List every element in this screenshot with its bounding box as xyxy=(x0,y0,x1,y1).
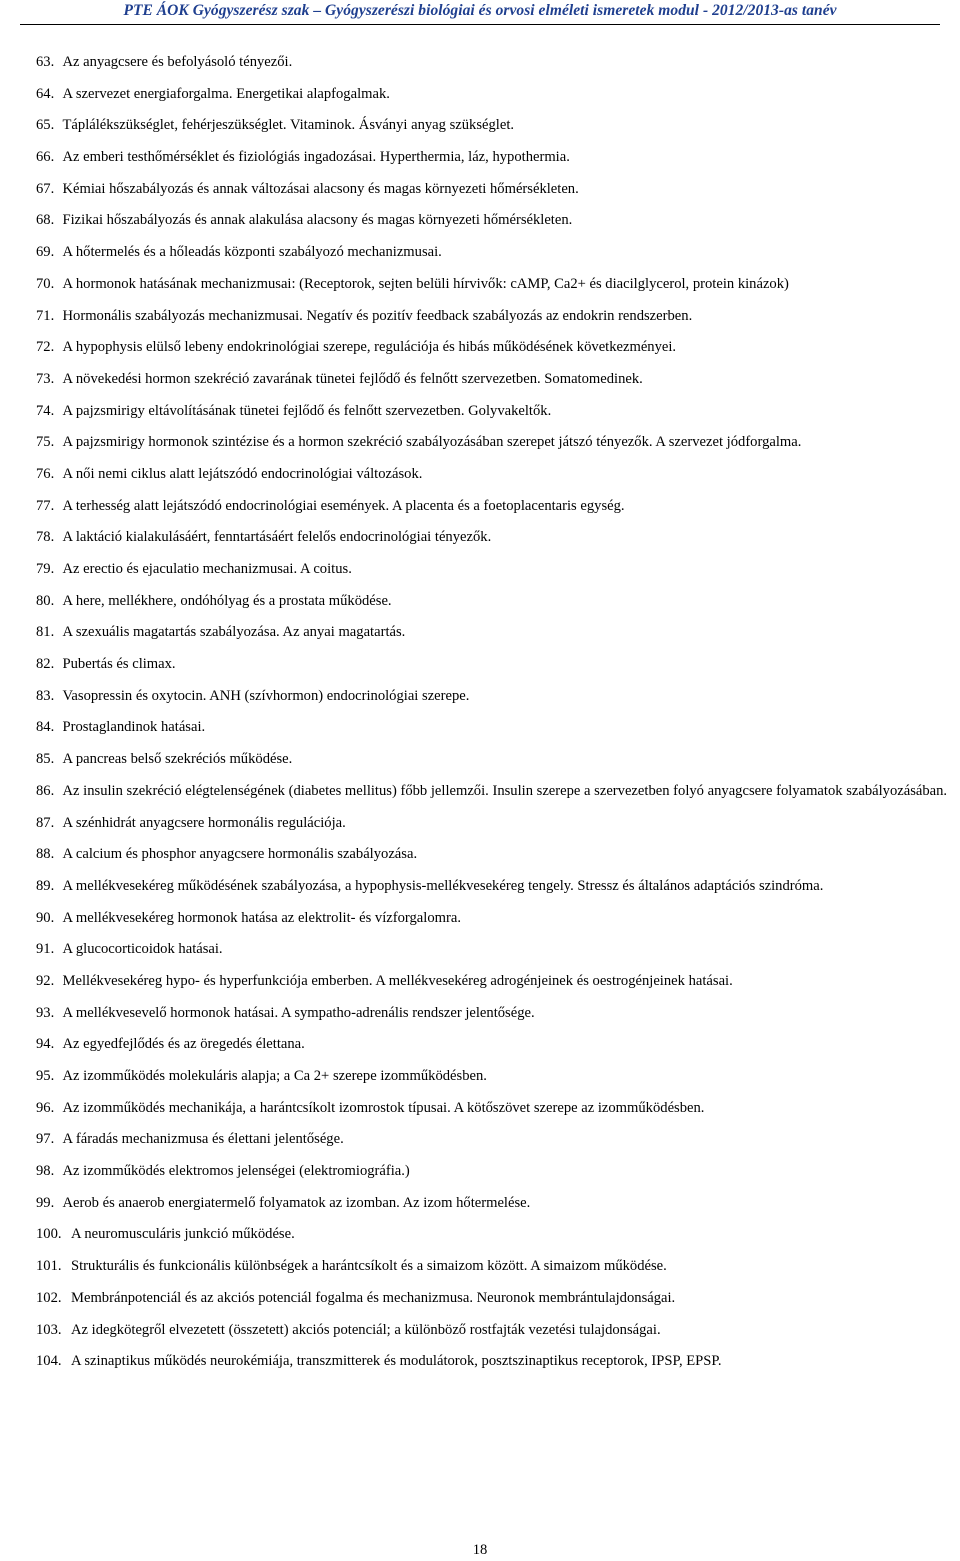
item-text: Pubertás és climax. xyxy=(62,656,176,673)
list-item xyxy=(36,686,958,706)
item-text: Az izomműködés molekuláris alapja; a Ca 2+ szerepe izomműködésben. xyxy=(62,1068,487,1084)
item-text: Az insulin szekréció elégtelenségének (diabetes mellitus) főbb jellemzői. Insulin szerepe a szervezetben folyó anyagcsere folyamatok szabályozásában. xyxy=(62,782,948,799)
list-item xyxy=(36,274,958,294)
item-text: Az erectio és ejaculatio mechanizmusai. A coitus. xyxy=(62,561,352,577)
item-number: 90. xyxy=(36,909,55,926)
item-number: 94. xyxy=(36,1036,55,1053)
item-text: A mellékvesekéreg működésének szabályozása, a hypophysis-mellékvesekéreg tengely. Stressz és általános adaptációs szindróma. xyxy=(62,877,824,894)
list-item xyxy=(36,337,958,357)
item-text: A neuromusculáris junkció működése. xyxy=(71,1226,295,1243)
item-number: 101. xyxy=(36,1258,62,1275)
item-text: Az emberi testhőmérséklet és fiziológiás ingadozásai. Hyperthermia, láz, hypothermia. xyxy=(62,149,570,166)
item-text: Fizikai hőszabályozás és annak alakulása alacsony és magas környezeti hőmérsékleten. xyxy=(62,212,573,229)
item-text: A pajzsmirigy hormonok szintézise és a hormon szekréció szabályozásában szerepet játszó tényezők. A szervezet jódforgalma. xyxy=(62,434,802,451)
list-item xyxy=(36,527,958,547)
item-number: 98. xyxy=(36,1163,55,1180)
item-number: 95. xyxy=(36,1068,55,1084)
item-text: A pancreas belső szekréciós működése. xyxy=(62,751,293,768)
page-number: 18 xyxy=(472,1542,488,1558)
list-item xyxy=(36,306,958,326)
header-rule xyxy=(20,24,940,25)
item-text: A here, mellékhere, ondóhólyag és a prostata működése. xyxy=(62,592,392,609)
list-item xyxy=(36,115,958,135)
item-text: A női nemi ciklus alatt lejátszódó endocrinológiai változások. xyxy=(62,465,423,482)
item-text: Táplálékszükséglet, fehérjeszükséglet. Vitaminok. Ásványi anyag szükséglet. xyxy=(62,117,515,134)
item-number: 66. xyxy=(36,149,55,166)
list-item xyxy=(36,147,958,167)
item-number: 76. xyxy=(36,465,55,482)
item-text: A mellékvesevelő hormonok hatásai. A sympatho-adrenális rendszer jelentősége. xyxy=(62,1004,535,1021)
list-item xyxy=(36,1066,958,1086)
item-text: Aerob és anaerob energiatermelő folyamatok az izomban. Az izom hőtermelése. xyxy=(62,1194,531,1211)
list-item xyxy=(36,1256,958,1276)
topic-list xyxy=(36,52,958,1383)
item-number: 92. xyxy=(36,972,55,989)
item-number: 64. xyxy=(36,85,55,102)
item-number: 100. xyxy=(36,1226,62,1243)
list-item xyxy=(36,844,958,864)
item-text: A hormonok hatásának mechanizmusai: (Receptorok, sejten belüli hírvivők: cAMP, Ca2+ és diacilglycerol, protein kinázok) xyxy=(62,275,789,292)
item-number: 91. xyxy=(36,941,55,958)
list-item xyxy=(36,591,958,611)
item-text: A fáradás mechanizmusa és élettani jelentősége. xyxy=(62,1131,344,1148)
list-item xyxy=(36,749,958,769)
item-text: A szinaptikus működés neurokémiája, transzmitterek és modulátorok, posztszinaptikus receptorok, IPSP, EPSP. xyxy=(71,1353,722,1370)
item-number: 99. xyxy=(36,1194,55,1211)
item-text: A szervezet energiaforgalma. Energetikai alapfogalmak. xyxy=(62,85,390,102)
item-text: A calcium és phosphor anyagcsere hormonális szabályozása. xyxy=(62,846,418,863)
item-text: A hőtermelés és a hőleadás központi szabályozó mechanizmusai. xyxy=(62,244,442,261)
list-item xyxy=(36,1129,958,1149)
item-number: 74. xyxy=(36,402,55,419)
item-number: 81. xyxy=(36,624,55,641)
list-item xyxy=(36,242,958,262)
item-text: Az idegkötegről elvezetett (összetett) akciós potenciál; a különböző rostfajták vezetési tulajdonságai. xyxy=(71,1321,661,1338)
item-text: Membránpotenciál és az akciós potenciál fogalma és mechanizmusa. Neuronok membrántulajdonságai. xyxy=(71,1289,676,1306)
list-item xyxy=(36,971,958,991)
list-item xyxy=(36,401,958,421)
list-item xyxy=(36,939,958,959)
item-text: Kémiai hőszabályozás és annak változásai alacsony és magas környezeti hőmérsékleten. xyxy=(62,180,579,197)
list-item xyxy=(36,1288,958,1308)
item-number: 69. xyxy=(36,244,55,261)
item-number: 68. xyxy=(36,212,55,229)
item-text: A laktáció kialakulásáért, fenntartásáért felelős endocrinológiai tényezők. xyxy=(62,529,492,546)
item-text: Strukturális és funkcionális különbségek a harántcsíkolt és a simaizom között. A simaizom működése. xyxy=(71,1258,667,1275)
item-number: 86. xyxy=(36,782,55,799)
item-number: 72. xyxy=(36,339,55,356)
item-number: 84. xyxy=(36,719,55,736)
item-text: Prostaglandinok hatásai. xyxy=(62,719,206,736)
item-number: 67. xyxy=(36,180,55,197)
item-number: 70. xyxy=(36,275,55,292)
item-number: 93. xyxy=(36,1004,55,1021)
item-text: Az anyagcsere és befolyásoló tényezői. xyxy=(62,54,293,70)
item-number: 73. xyxy=(36,370,55,387)
item-number: 88. xyxy=(36,846,55,863)
list-item xyxy=(36,717,958,737)
item-number: 83. xyxy=(36,687,55,704)
list-item xyxy=(36,1224,958,1244)
item-number: 63. xyxy=(36,54,55,70)
item-text: A terhesség alatt lejátszódó endocrinológiai események. A placenta és a foetoplacentaris egység. xyxy=(62,497,625,514)
list-item xyxy=(36,1003,958,1023)
document-header: PTE ÁOK Gyógyszerész szak – Gyógyszerészi biológiai és orvosi elméleti ismeretek modul - 2012/2013-as tanév xyxy=(123,2,837,19)
list-item xyxy=(36,432,958,452)
item-number: 103. xyxy=(36,1321,62,1338)
list-item xyxy=(36,1098,958,1118)
item-number: 102. xyxy=(36,1289,62,1306)
list-item xyxy=(36,654,958,674)
list-item xyxy=(36,813,958,833)
list-item xyxy=(36,876,958,896)
item-text: A hypophysis elülső lebeny endokrinológiai szerepe, regulációja és hibás működésének következményei. xyxy=(62,339,677,356)
list-item xyxy=(36,369,958,389)
item-number: 89. xyxy=(36,877,55,894)
item-number: 75. xyxy=(36,434,55,451)
item-text: A mellékvesekéreg hormonok hatása az elektrolit- és vízforgalomra. xyxy=(62,909,461,926)
list-item xyxy=(36,179,958,199)
item-text: Hormonális szabályozás mechanizmusai. Negatív és pozitív feedback szabályozás az endokrin rendszerben. xyxy=(62,307,693,324)
list-item xyxy=(36,1034,958,1054)
item-number: 97. xyxy=(36,1131,55,1148)
list-item xyxy=(36,84,958,104)
list-item xyxy=(36,908,958,928)
item-number: 96. xyxy=(36,1099,55,1116)
item-number: 65. xyxy=(36,117,55,134)
list-item xyxy=(36,52,958,72)
item-text: Mellékvesekéreg hypo- és hyperfunkciója emberben. A mellékvesekéreg adrogénjeinek és oestrogénjeinek hatásai. xyxy=(62,972,733,989)
item-number: 78. xyxy=(36,529,55,546)
item-number: 77. xyxy=(36,497,55,514)
list-item xyxy=(36,1320,958,1340)
item-text: Vasopressin és oxytocin. ANH (szívhormon) endocrinológiai szerepe. xyxy=(62,687,470,704)
list-item xyxy=(36,496,958,516)
item-number: 104. xyxy=(36,1353,62,1370)
item-number: 71. xyxy=(36,307,55,324)
list-item xyxy=(36,781,958,801)
list-item xyxy=(36,1351,958,1371)
list-item xyxy=(36,464,958,484)
item-text: A glucocorticoidok hatásai. xyxy=(62,941,223,958)
list-item xyxy=(36,559,958,579)
item-text: Az izomműködés mechanikája, a harántcsíkolt izomrostok típusai. A kötőszövet szerepe az izomműködésben. xyxy=(62,1099,705,1116)
item-number: 79. xyxy=(36,561,55,577)
item-number: 82. xyxy=(36,656,55,673)
item-text: A szénhidrát anyagcsere hormonális regulációja. xyxy=(62,814,346,831)
item-number: 87. xyxy=(36,814,55,831)
item-text: A pajzsmirigy eltávolításának tünetei fejlődő és felnőtt szervezetben. Golyvakeltők. xyxy=(62,402,552,419)
list-item xyxy=(36,622,958,642)
list-item xyxy=(36,1161,958,1181)
list-item xyxy=(36,1193,958,1213)
list-item xyxy=(36,210,958,230)
item-text: Az izomműködés elektromos jelenségei (elektromiográfia.) xyxy=(62,1163,410,1180)
item-text: A növekedési hormon szekréció zavarának tünetei fejlődő és felnőtt szervezetben. Somatomedinek. xyxy=(62,370,643,387)
item-number: 85. xyxy=(36,751,55,768)
item-number: 80. xyxy=(36,592,55,609)
item-text: A szexuális magatartás szabályozása. Az anyai magatartás. xyxy=(62,624,406,641)
item-text: Az egyedfejlődés és az öregedés élettana. xyxy=(62,1036,305,1053)
